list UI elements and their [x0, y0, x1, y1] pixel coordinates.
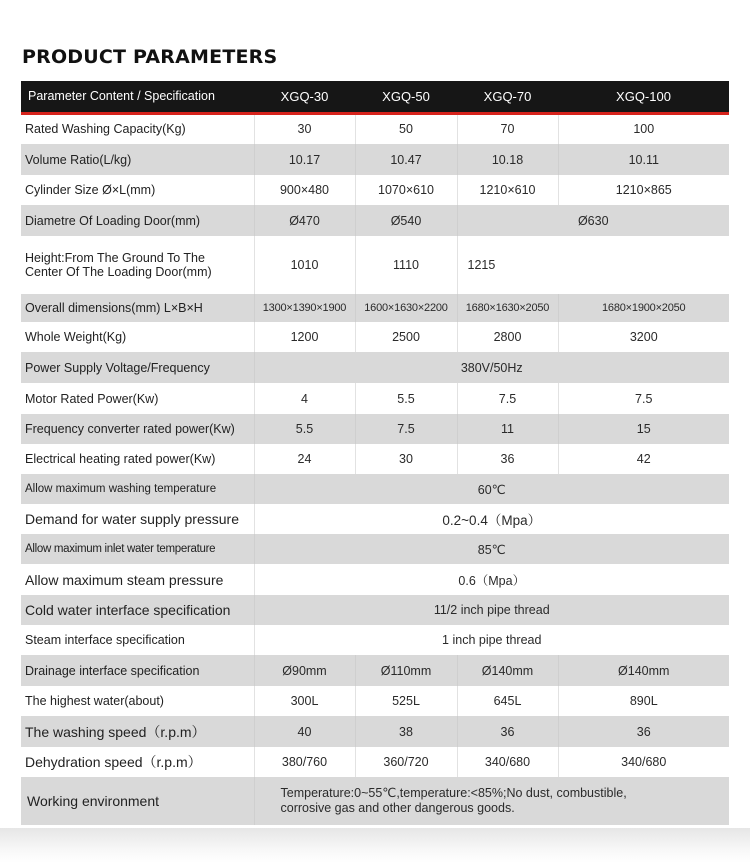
row-label-line: Height:From The Ground To The [25, 251, 205, 265]
table-row [21, 236, 729, 294]
cell-value: 360/720 [355, 747, 457, 777]
table-row [21, 444, 729, 474]
cell-value: 36 [457, 444, 558, 474]
cell-value: 525L [355, 686, 457, 716]
model-header-xgq-100: XGQ-100 [558, 81, 729, 113]
cell-value: 7.5 [355, 414, 457, 444]
table-row [21, 144, 729, 175]
table-row [21, 504, 729, 534]
cell-value: 40 [254, 716, 355, 747]
row-label: Volume Ratio(L/kg) [21, 144, 254, 175]
table-row [21, 716, 729, 747]
cell-value: 1 inch pipe thread [442, 633, 542, 647]
cell-value: 4 [254, 383, 355, 414]
cell-value: 70 [457, 113, 558, 144]
table-row [21, 175, 729, 205]
row-label: Cold water interface specification [21, 595, 254, 625]
table-row [21, 595, 729, 625]
row-label: Steam interface specification [21, 625, 254, 655]
cell-value: 2800 [457, 322, 558, 352]
cell-value: 340/680 [457, 747, 558, 777]
bottom-shadow [0, 828, 750, 863]
cell-value: 1300×1390×1900 [254, 294, 355, 322]
cell-value: 10.18 [457, 144, 558, 175]
cell-value: 1210×610 [457, 175, 558, 205]
cell-value: 900×480 [254, 175, 355, 205]
table-row [21, 686, 729, 716]
cell-value: 2500 [355, 322, 457, 352]
table-row [21, 777, 729, 825]
cell-value: Ø470 [254, 205, 355, 236]
row-label: Diametre Of Loading Door(mm) [21, 205, 254, 236]
cell-value: 890L [629, 694, 658, 708]
cell-value: 30 [254, 113, 355, 144]
cell-value: 0.2~0.4（Mpa） [442, 513, 542, 528]
cell-value: 10.47 [355, 144, 457, 175]
cell-value: 1600×1630×2200 [355, 294, 457, 322]
model-header-xgq-50: XGQ-50 [355, 81, 457, 113]
model-header-xgq-30: XGQ-30 [254, 81, 355, 113]
cell-value: 1200 [254, 322, 355, 352]
cell-value: Ø140mm [618, 663, 670, 678]
cell-value: Ø140mm [457, 655, 558, 686]
row-label: The highest water(about) [21, 686, 254, 716]
cell-value: 1010 [254, 236, 355, 294]
table-row [21, 113, 729, 144]
table-row [21, 414, 729, 444]
row-label: Allow maximum inlet water temperature [21, 534, 254, 564]
table-row [21, 294, 729, 322]
row-label: Rated Washing Capacity(Kg) [21, 113, 254, 144]
page-title: PRODUCT PARAMETERS [22, 46, 278, 68]
cell-value: 7.5 [457, 383, 558, 414]
cell-value: 300L [254, 686, 355, 716]
table-row [21, 322, 729, 352]
cell-value: 10.17 [254, 144, 355, 175]
cell-value: 60℃ [477, 482, 506, 497]
cell-value: 340/680 [621, 755, 667, 769]
cell-value: Ø540 [355, 205, 457, 236]
cell-value: 36 [636, 724, 651, 739]
table-row [21, 564, 729, 595]
cell-value: 1210×865 [615, 183, 672, 197]
cell-value: 1215 [467, 258, 496, 272]
row-label: Allow maximum steam pressure [21, 564, 254, 595]
row-label: Allow maximum washing temperature [21, 474, 254, 504]
table-row [21, 383, 729, 414]
cell-value: 85℃ [477, 542, 506, 557]
cell-value: Ø630 [577, 213, 609, 228]
table-row [21, 205, 729, 236]
cell-value: 11 [457, 414, 558, 444]
cell-value: 3200 [629, 330, 658, 344]
cell-value: Ø110mm [355, 655, 457, 686]
parameters-table [21, 81, 729, 825]
cell-value [254, 777, 729, 825]
table-row [21, 474, 729, 504]
row-label: Working environment [21, 777, 254, 825]
cell-value: 1680×1630×2050 [457, 294, 558, 322]
cell-value: 42 [636, 452, 651, 466]
row-label: Frequency converter rated power(Kw) [21, 414, 254, 444]
row-label-line: Center Of The Loading Door(mm) [25, 265, 212, 279]
cell-value: 1680×1900×2050 [602, 302, 686, 314]
cell-value: 30 [355, 444, 457, 474]
row-label: Motor Rated Power(Kw) [21, 383, 254, 414]
cell-value: 7.5 [635, 391, 653, 406]
cell-value: Ø90mm [254, 655, 355, 686]
row-label: Drainage interface specification [21, 655, 254, 686]
table-row [21, 655, 729, 686]
environment-line: corrosive gas and other dangerous goods. [280, 801, 515, 815]
cell-value: 1070×610 [355, 175, 457, 205]
cell-value: 5.5 [254, 414, 355, 444]
row-label: Demand for water supply pressure [21, 504, 254, 534]
cell-value: 5.5 [355, 383, 457, 414]
cell-value: 100 [633, 122, 655, 137]
cell-value: 11/2 inch pipe thread [433, 603, 550, 617]
cell-value: 10.11 [628, 152, 659, 167]
row-label: Electrical heating rated power(Kw) [21, 444, 254, 474]
table-header-row [21, 81, 729, 113]
cell-value: 36 [457, 716, 558, 747]
cell-value: 38 [355, 716, 457, 747]
row-label: Overall dimensions(mm) L×B×H [21, 294, 254, 322]
row-label: Dehydration speed（r.p.m） [21, 747, 254, 777]
cell-value: 645L [457, 686, 558, 716]
cell-value: 380V/50Hz [460, 360, 523, 375]
cell-value: 50 [355, 113, 457, 144]
environment-line: Temperature:0~55℃,temperature:<85%;No dust, combustible, [280, 786, 627, 800]
row-label: Power Supply Voltage/Frequency [21, 352, 254, 383]
cell-value: 1110 [355, 236, 457, 294]
cell-value: 0.6（Mpa） [458, 573, 526, 588]
table-row [21, 625, 729, 655]
cell-value: 380/760 [254, 747, 355, 777]
row-label: The washing speed（r.p.m） [21, 716, 254, 747]
table-row [21, 352, 729, 383]
spec-column-header: Parameter Content / Specification [21, 81, 254, 113]
model-header-xgq-70: XGQ-70 [457, 81, 558, 113]
row-label [21, 236, 254, 294]
cell-value: 24 [254, 444, 355, 474]
table-row [21, 747, 729, 777]
table-row [21, 534, 729, 564]
cell-value: 15 [636, 422, 651, 436]
row-label: Cylinder Size Ø×L(mm) [21, 175, 254, 205]
row-label: Whole Weight(Kg) [21, 322, 254, 352]
